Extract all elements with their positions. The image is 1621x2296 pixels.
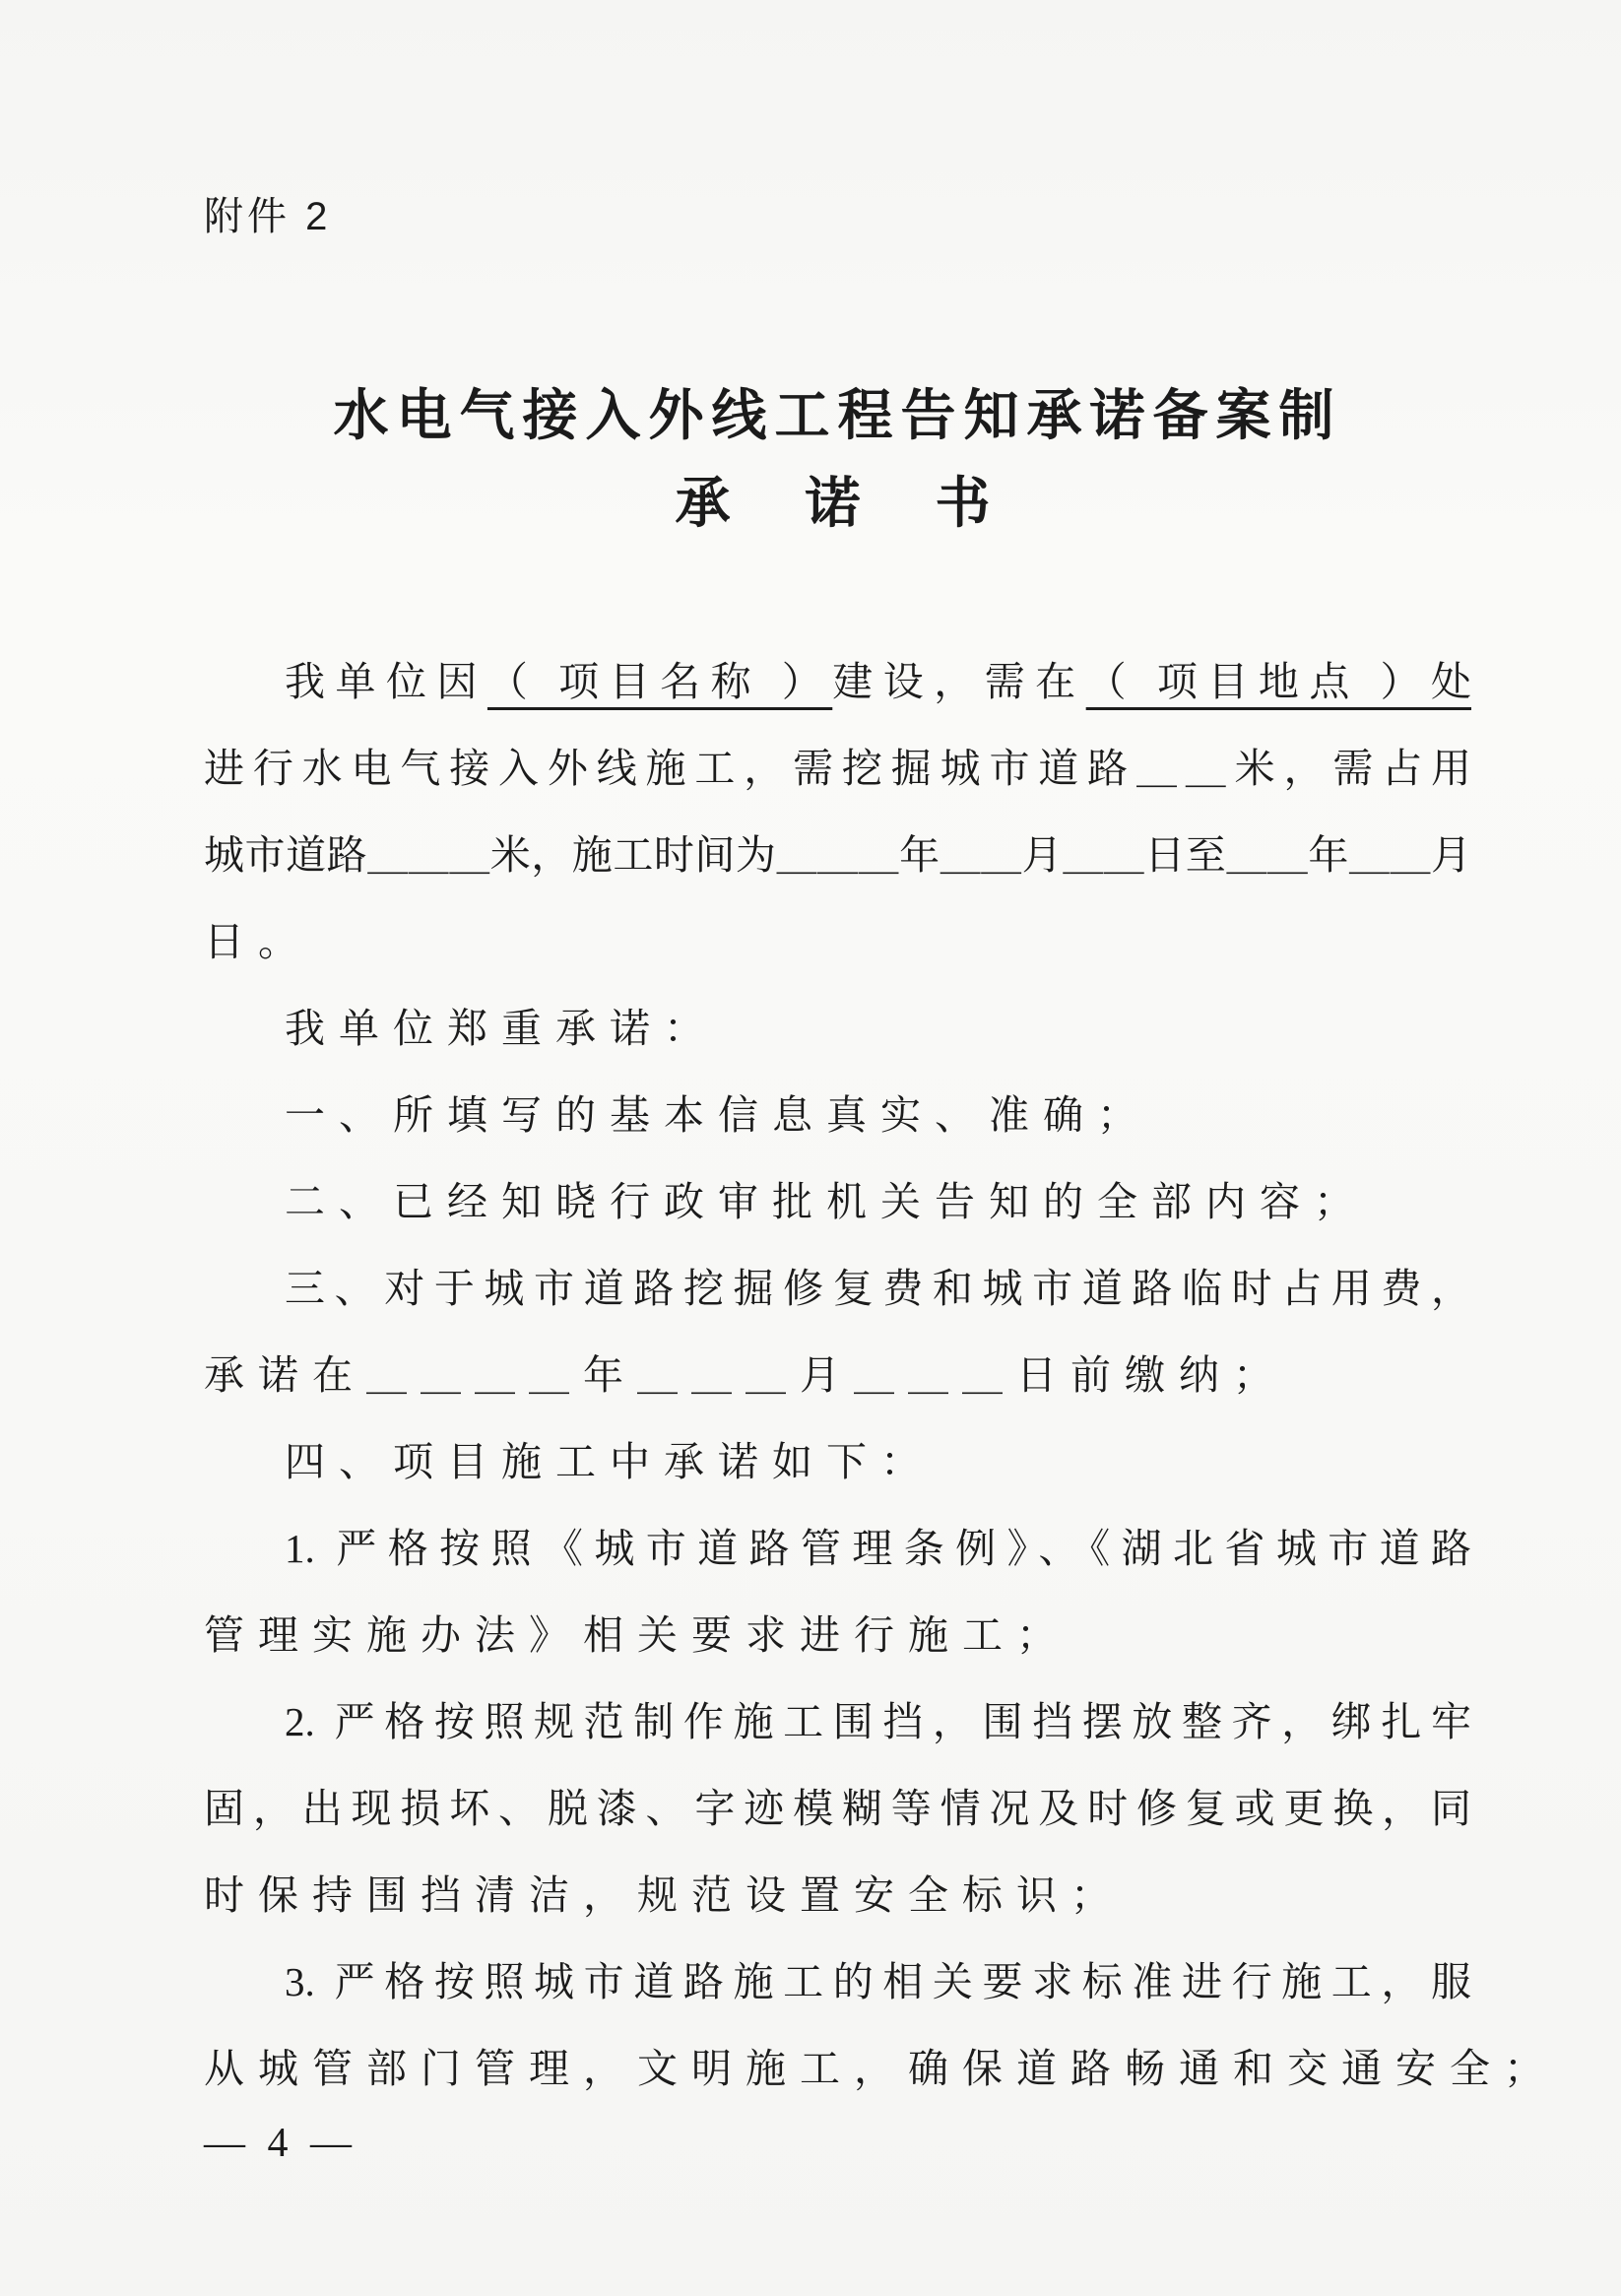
item-3-line-1: 三、对于城市道路挖掘修复费和城市道路临时占用费，	[285, 1266, 1471, 1312]
subitem-2-line-3: 时保持围挡清洁，规范设置安全标识；	[204, 1872, 1125, 1919]
subitem-2-line-2: 固，出现损坏、脱漆、字迹模糊等情况及时修复或更换，同	[204, 1786, 1471, 1832]
subitem-1-line-2: 管理实施办法》相关要求进行施工；	[204, 1612, 1070, 1659]
item-4-line: 四、项目施工中承诺如下：	[285, 1439, 935, 1485]
project-location-blank: （ 项目地点 ）处	[1085, 659, 1472, 705]
document-title-line2: 承 诺 书	[675, 474, 1001, 536]
intro-line-1-segment-3: 建设，需在	[832, 659, 1086, 705]
attachment-label: 附件 2	[204, 195, 332, 238]
document-body	[204, 638, 1558, 2112]
project-name-blank: （ 项目名称 ）	[486, 659, 833, 705]
subitem-1-line-1: 1. 严格按照《城市道路管理条例》、《湖北省城市道路	[285, 1526, 1471, 1572]
intro-line-2: 进行水电气接入外线施工，需挖掘城市道路＿＿米，需占用	[204, 746, 1471, 792]
intro-line-1	[204, 638, 1471, 725]
intro-line-3: 城市道路＿＿＿米，施工时间为＿＿＿年＿＿月＿＿日至＿＿年＿＿月	[204, 832, 1471, 879]
pledge-intro-line: 我单位郑重承诺：	[285, 1006, 718, 1052]
intro-line-4: 日。	[204, 919, 312, 965]
subitem-3-line-2: 从城管部门管理，文明施工，确保道路畅通和交通安全；	[204, 2046, 1558, 2092]
subitem-3-line-1: 3. 严格按照城市道路施工的相关要求标准进行施工，服	[285, 1959, 1471, 2005]
item-3-line-2: 承诺在＿＿＿＿年＿＿＿月＿＿＿日前缴纳；	[204, 1352, 1287, 1399]
item-2-line: 二、已经知晓行政审批机关告知的全部内容；	[285, 1179, 1368, 1225]
page-number: — 4 —	[204, 2121, 357, 2166]
subitem-2-line-1: 2. 严格按照规范制作施工围挡，围挡摆放整齐，绑扎牢	[285, 1699, 1471, 1745]
intro-line-1-segment-1: 我单位因	[285, 659, 487, 705]
item-1-line: 一、所填写的基本信息真实、准确；	[285, 1092, 1151, 1139]
document-title-line1: 水电气接入外线工程告知承诺备案制	[333, 386, 1342, 447]
